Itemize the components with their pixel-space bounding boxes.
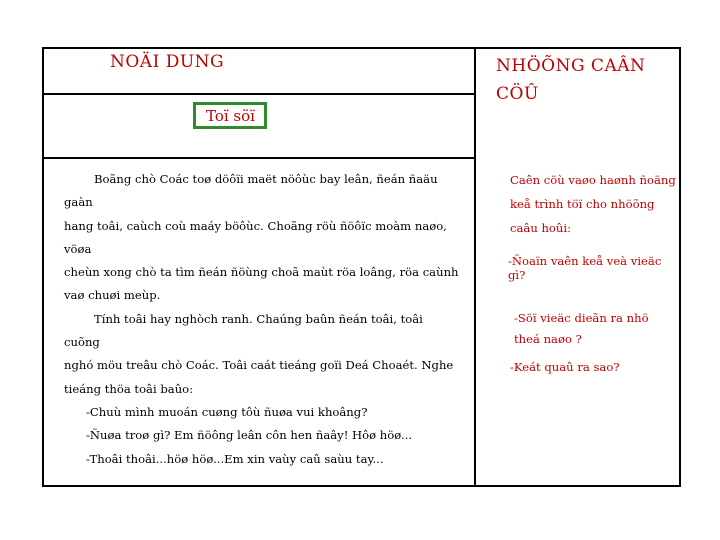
story-line: nghó möu treâu chò Coác. Toâi caát tieáng goïi Deá Choaét. Nghe [64,358,454,373]
content-heading: NOÄI DUNG [110,52,225,72]
story-line: cheùn xong chò ta tìm ñeán ñöùng choã maùt röa loâng, röa caùnh [64,265,459,280]
basis-question: -Söï vieäc dieãn ra nhö theá naøo ? [514,311,649,346]
basis-question: -Ñoaïn vaên keå veà vieäc gì? [508,254,662,282]
basis-heading: NHÖÕNG CAÂN CÖÛ [496,56,646,104]
story-line: Boãng chò Coác toø döôïi maët nöôùc bay leân, ñeán ñaäu gaàn [64,172,438,210]
story-line: -Thoâi thoâi...höø höø...Em xin vaùy caû saùu tay... [86,451,384,466]
story-text [64,168,460,471]
column-divider [474,47,476,487]
header-rule [42,93,475,95]
basis-question: -Keát quaû ra sao? [510,360,620,374]
story-line: -Chuù mình muoán cuøng tôù ñuøa vui khoâng? [86,404,368,419]
subtitle-rule [42,157,475,159]
story-line: -Ñuøa troø gì? Em ñöông leân côn hen ñaây! Hôø höø... [86,428,413,443]
story-line: tieáng thöa toâi baûo: [64,381,194,396]
basis-intro: Caên cöù vaøo haønh ñoäng keå trình töï cho nhöõng caâu hoûi: [510,173,676,235]
story-line: vaø chuøi meùp. [64,288,161,303]
section-subtitle: Toï söï [193,102,267,129]
basis-column [492,168,677,374]
story-line: hang toâi, caùch coù maáy böôùc. Choãng röù ñöôïc moàm naøo, vöøa [64,218,447,256]
story-line: Tính toâi hay nghòch ranh. Chaúng baûn ñeán toâi, toâi cuõng [64,311,423,350]
